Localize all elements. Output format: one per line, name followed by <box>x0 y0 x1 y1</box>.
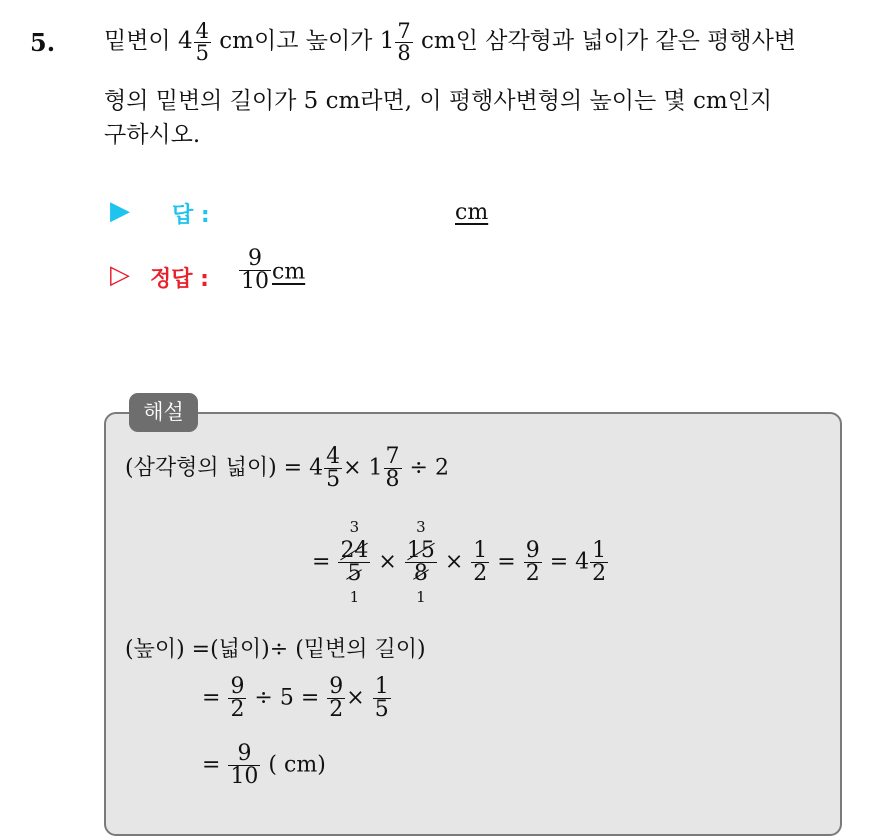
explanation-line-3: (높이) =(넓이)÷ (밑변의 길이) <box>125 637 426 662</box>
explanation-line-2 <box>312 518 609 606</box>
answer-blank[interactable] <box>455 200 488 225</box>
explanation-line-5 <box>202 743 326 788</box>
l2-den-3: 2 <box>473 561 488 586</box>
l2-num-1 <box>338 518 370 563</box>
l2-num-2 <box>405 518 437 563</box>
l2-den-2-value: 8 <box>413 561 428 586</box>
question-number: 5. <box>30 28 56 57</box>
question-text-b: cm이고 높이가 <box>211 28 380 54</box>
l2-times-1: × <box>371 549 404 575</box>
answer-label: 답 : <box>172 203 210 228</box>
base-fraction <box>194 18 211 65</box>
height-mixed-number <box>379 18 414 65</box>
l4-den-2: 2 <box>329 697 344 722</box>
l2-fraction-5 <box>590 540 608 585</box>
l2-equals-3: = 4 <box>542 549 590 575</box>
base-mixed-number <box>177 18 212 65</box>
base-numerator: 4 <box>195 18 209 43</box>
l2-den-1 <box>338 561 370 606</box>
answer-arrow-icon: ▶ <box>110 196 130 226</box>
question-text-a: 밑변이 <box>104 28 178 54</box>
l4-fraction-2 <box>327 676 345 721</box>
l4-times: × <box>346 685 372 711</box>
explanation-line-4 <box>202 676 392 721</box>
l4-fraction-3 <box>373 676 391 721</box>
l2-den-4: 2 <box>525 561 540 586</box>
l4-den-3: 5 <box>374 697 389 722</box>
l2-den-2 <box>405 561 437 606</box>
l2-den-2-reduced: 1 <box>416 588 426 606</box>
l1-times: × <box>343 455 369 481</box>
l1-num-1: 4 <box>326 444 341 469</box>
l1-den-1: 5 <box>326 467 341 492</box>
height-whole: 1 <box>379 28 395 54</box>
base-denominator: 5 <box>195 40 209 65</box>
l2-num-4: 9 <box>525 538 540 563</box>
answer-unit: cm <box>455 200 489 225</box>
l1-fraction-2 <box>384 446 402 491</box>
question-line-3: 구하시오. <box>104 122 201 148</box>
l2-fraction-4 <box>524 540 542 585</box>
l1-num-2: 7 <box>385 444 400 469</box>
question-line-2: 형의 밑변의 길이가 5 cm라면, 이 평행사변형의 높이는 몇 cm인지 <box>104 88 773 114</box>
question-line-1 <box>104 20 796 64</box>
explanation-tag: 해설 <box>129 393 198 432</box>
l2-den-1-reduced: 1 <box>349 588 360 606</box>
l2-num-1-value: 24 <box>340 538 369 563</box>
l2-num-3: 1 <box>473 538 488 563</box>
solution-fraction <box>239 248 271 293</box>
base-whole: 4 <box>177 28 193 54</box>
l5-numerator: 9 <box>237 741 252 766</box>
l2-fraction-1 <box>338 518 370 606</box>
l4-num-1: 9 <box>230 674 245 699</box>
l4-middle: ÷ 5 = <box>247 685 327 711</box>
l1-den-2: 8 <box>385 467 400 492</box>
l2-fraction-2 <box>405 518 437 606</box>
l2-num-5: 1 <box>592 538 607 563</box>
l2-num-2-value: 15 <box>406 538 435 563</box>
l1-whole-2: 1 <box>368 455 383 481</box>
triangle-area-label: (삼각형의 넓이) = <box>125 455 310 481</box>
l5-unit: ( cm) <box>261 752 326 778</box>
l1-whole-1: 4 <box>309 455 324 481</box>
height-fraction <box>395 18 412 65</box>
l2-den-5: 2 <box>592 561 607 586</box>
l2-den-1-value: 5 <box>347 561 362 586</box>
l2-equals: = <box>312 549 338 575</box>
solution-label: 정답 : <box>150 267 209 292</box>
explanation-line-1 <box>125 446 449 491</box>
solution-denominator: 10 <box>241 269 269 294</box>
l2-times-2: × <box>437 549 471 575</box>
l4-equals: = <box>202 685 228 711</box>
l4-num-2: 9 <box>329 674 344 699</box>
l2-num-2-reduced: 3 <box>416 518 426 536</box>
solution-unit: cm <box>272 259 306 285</box>
height-numerator: 7 <box>397 18 411 43</box>
solution-numerator: 9 <box>248 246 262 271</box>
l5-fraction <box>228 743 260 788</box>
l2-fraction-3 <box>471 540 489 585</box>
l5-equals: = <box>202 752 228 778</box>
l4-den-1: 2 <box>230 697 245 722</box>
l2-num-1-reduced: 3 <box>349 518 360 536</box>
height-denominator: 8 <box>397 40 411 65</box>
solution-arrow-icon: ▷ <box>110 260 130 290</box>
l2-equals-2: = <box>490 549 523 575</box>
question-text-c: cm인 삼각형과 넓이가 같은 평행사변 <box>413 28 797 54</box>
l5-denominator: 10 <box>230 764 259 789</box>
l4-fraction-1 <box>228 676 246 721</box>
l1-fraction-1 <box>324 446 342 491</box>
solution-value <box>238 248 305 293</box>
l4-num-3: 1 <box>374 674 389 699</box>
l1-divide: ÷ 2 <box>402 455 449 481</box>
